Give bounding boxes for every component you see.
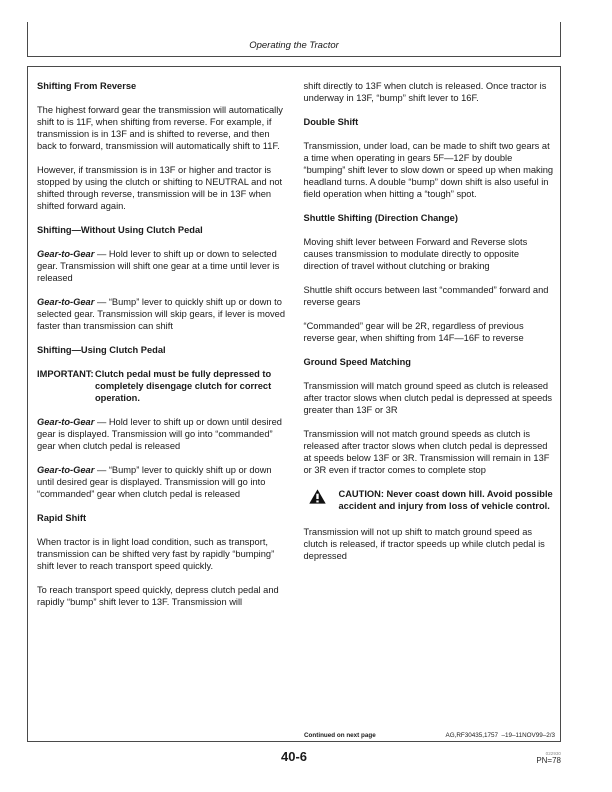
paragraph: Transmission will not match ground speeds as clutch is released after tractor slows when clutch pedal is depressed at speeds below 13F or 3R. Transmission will remain in 13F or 3R even if tractor comes to complete stop xyxy=(303,429,550,475)
section-heading-double-shift: Double Shift xyxy=(303,117,359,127)
paragraph: Transmission, under load, can be made to shift two gears at a time when operating in gears 5F—12F by double “bumping” shift lever to slow down or speed up when making headland turns. A double “bump” down shift is also useful in field operation when hitting a “tough” spot. xyxy=(303,141,554,199)
gear-to-gear-term: Gear-to-Gear xyxy=(37,465,95,475)
paragraph-text: — Hold lever to shift up or down to selected gear. Transmission will shift one gear at a time until lever is released xyxy=(37,249,280,283)
page-number: 40-6 xyxy=(280,749,308,764)
paragraph xyxy=(37,464,290,500)
paragraph: “Commanded” gear will be 2R, regardless of previous reverse gear, when shifting from 14F—16F to reverse xyxy=(303,321,524,343)
warning-icon xyxy=(309,489,326,512)
running-header xyxy=(27,22,561,57)
paragraph: Moving shift lever between Forward and Reverse slots causes transmission to modulate directly to opposite direction of travel without clutching or braking xyxy=(303,237,528,271)
paragraph: To reach transport speed quickly, depress clutch pedal and rapidly “bump” shift lever to 13F. Transmission will xyxy=(37,585,279,607)
paragraph: The highest forward gear the transmission will automatically shift to is 11F, when shifting from reverse. For example, if transmission is in 13F and is shifted to reverse, and then back to forward, transmission will automatically shift to 11F. xyxy=(37,105,283,151)
paragraph-text: — Hold lever to shift up or down until desired gear is displayed. Transmission will go into “commanded” gear when clutch pedal is released xyxy=(37,417,282,451)
paragraph: shift directly to 13F when clutch is released. Once tractor is underway in 13F, “bump” shift lever to 16F. xyxy=(303,81,547,103)
paragraph: When tractor is in light load condition, such as transport, transmission can be shifted very fast by rapidly “bumping” shift lever to reach transport speed quickly. xyxy=(37,537,275,571)
two-column-layout xyxy=(28,67,560,620)
paragraph: Transmission will not up shift to match ground speed as clutch is released, if tractor speeds up while clutch pedal is depressed xyxy=(303,527,545,561)
continued-note: Continued on next page xyxy=(304,732,376,739)
caution-note xyxy=(304,488,557,512)
right-column xyxy=(304,80,557,620)
important-text: Clutch pedal must be fully depressed to completely disengage clutch for correct operation. xyxy=(95,369,272,403)
gear-to-gear-term: Gear-to-Gear xyxy=(37,297,95,307)
running-header-title: Operating the Tractor xyxy=(249,40,339,51)
print-info xyxy=(430,751,561,766)
section-heading-shifting-from-reverse: Shifting From Reverse xyxy=(37,81,137,91)
paragraph: However, if transmission is in 13F or higher and tractor is stopped by using the clutch or shifting to NEUTRAL and not shifted through reverse, transmission will be in 13F when shifted forward again. xyxy=(37,165,283,211)
gear-to-gear-term: Gear-to-Gear xyxy=(37,249,95,259)
paragraph xyxy=(37,248,290,284)
caution-text: CAUTION: Never coast down hill. Avoid possible accident and injury from loss of vehicle control. xyxy=(338,489,553,511)
left-column xyxy=(37,80,290,620)
pn-number: PN=78 xyxy=(536,756,561,765)
section-heading-rapid-shift: Rapid Shift xyxy=(37,513,87,523)
content-box xyxy=(27,66,561,742)
paragraph xyxy=(37,296,290,332)
section-heading-shifting-without-clutch: Shifting—Without Using Clutch Pedal xyxy=(37,225,203,235)
section-heading-shifting-using-clutch: Shifting—Using Clutch Pedal xyxy=(37,345,166,355)
paragraph-text: — “Bump” lever to quickly shift up or down to selected gear. Transmission will skip gears, if lever is moved faster than transmission can shift xyxy=(37,297,286,331)
section-heading-shuttle-shifting: Shuttle Shifting (Direction Change) xyxy=(303,213,458,223)
important-label: IMPORTANT: xyxy=(37,369,94,379)
print-code: 022930 xyxy=(545,751,561,756)
gear-to-gear-term: Gear-to-Gear xyxy=(37,417,95,427)
doc-code: AG,RF30435,1757 –19–11NOV99–2/3 xyxy=(445,732,555,739)
important-note xyxy=(37,368,290,404)
section-heading-ground-speed-matching: Ground Speed Matching xyxy=(303,357,411,367)
paragraph xyxy=(37,416,290,452)
paragraph: Transmission will match ground speed as clutch is released after tractor slows when clutch pedal is depressed at speeds greater than 13F or 3R xyxy=(303,381,553,415)
paragraph-text: — “Bump” lever to quickly shift up or down until desired gear is displayed. Transmission will go into “commanded” gear when clutch pedal is released xyxy=(37,465,272,499)
paragraph: Shuttle shift occurs between last “commanded” forward and reverse gears xyxy=(303,285,549,307)
